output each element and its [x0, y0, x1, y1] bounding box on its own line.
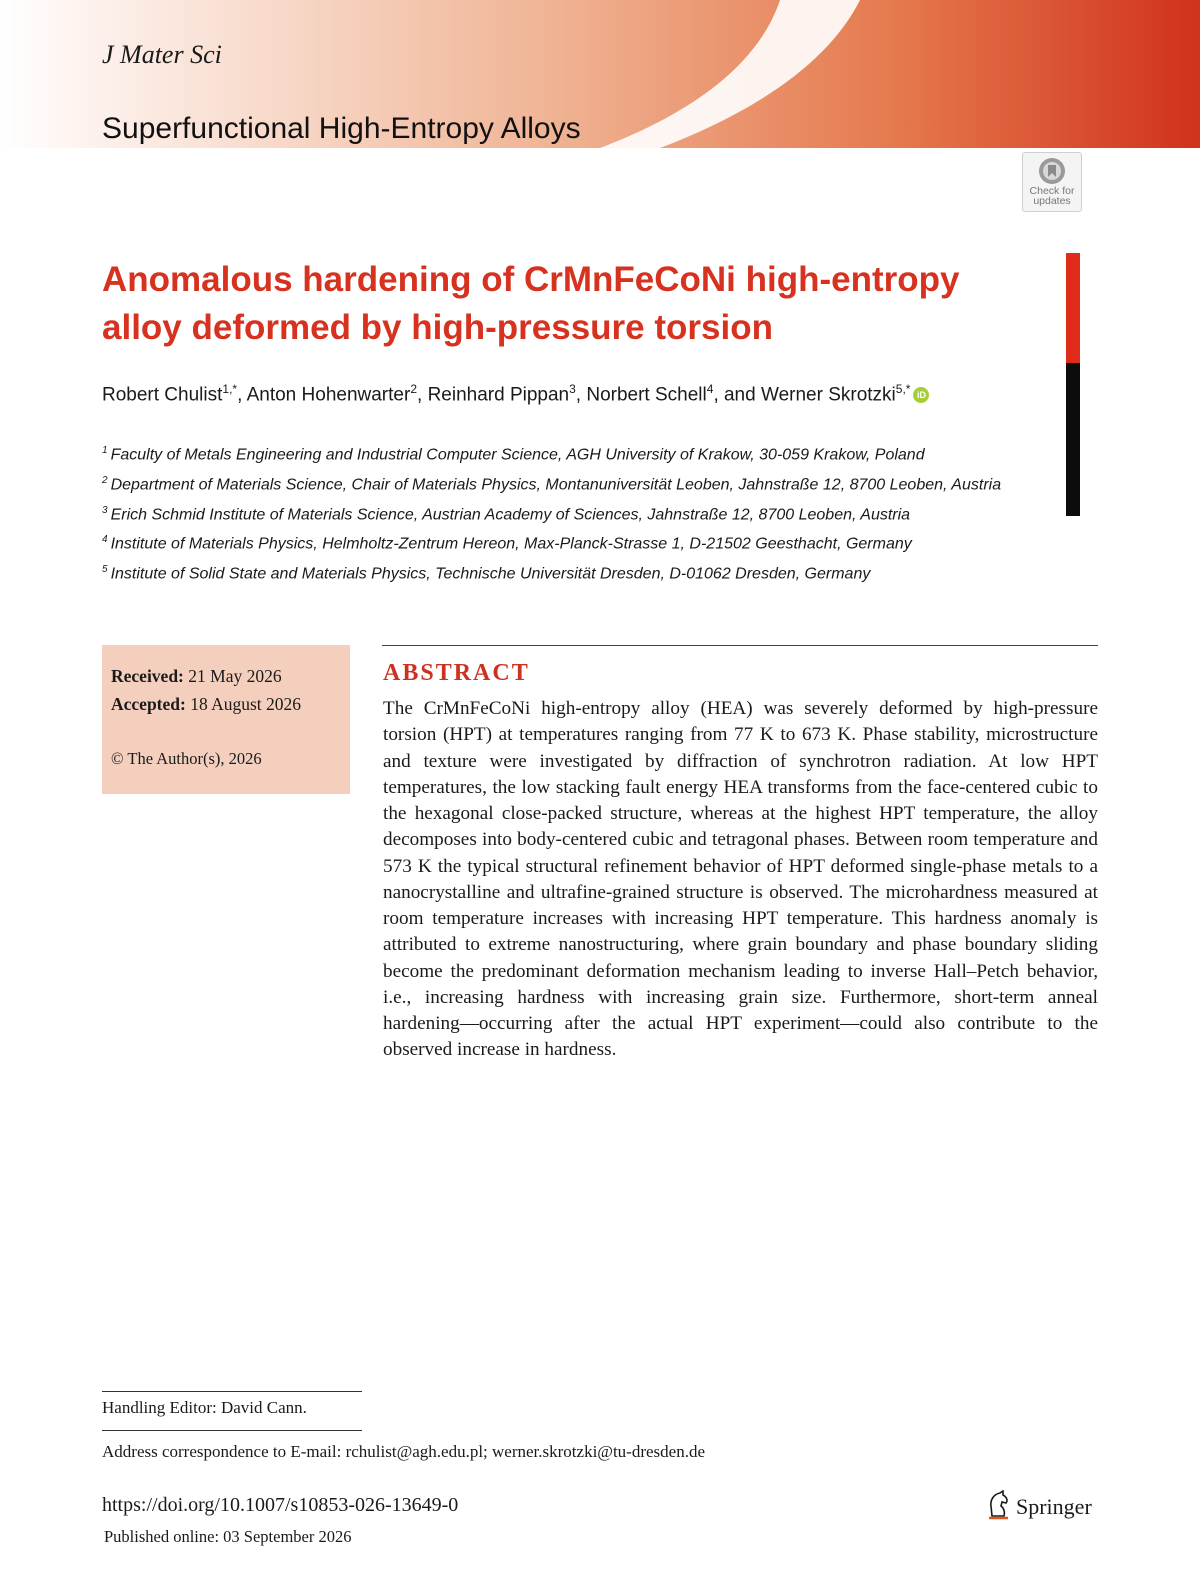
publisher-logo[interactable] [986, 1490, 1092, 1520]
received-date [111, 666, 282, 687]
affiliation-item [102, 527, 1062, 557]
author-separator: , [575, 384, 587, 406]
author-name: Reinhard Pippan [427, 384, 570, 406]
affiliation-text: Institute of Materials Physics, Helmholtz-Zentrum Hereon, Max-Planck-Strasse 1, D-21502 Geesthacht, Germany [110, 535, 912, 553]
affiliation-number: 3 [102, 504, 108, 516]
affiliation-text: Department of Materials Science, Chair of Materials Physics, Montanuniversität Leoben, Jahnstraße 12, 8700 Leoben, Austria [110, 476, 1002, 494]
affiliation-item [102, 557, 1062, 587]
affiliation-text: Erich Schmid Institute of Materials Science, Austrian Academy of Sciences, Jahnstraße 12, 8700 Leoben, Austria [110, 505, 911, 523]
affiliation-item [102, 468, 1062, 498]
author-name: Anton Hohenwarter [246, 384, 411, 406]
author-affiliation-marker: 5,* [895, 382, 911, 396]
check-updates-label-1: Check for [1029, 185, 1075, 197]
correspondence-address: Address correspondence to E-mail: rchulist@agh.edu.pl; werner.skrotzki@tu-dresden.de [102, 1442, 705, 1461]
abstract-divider [382, 645, 1098, 646]
article-dates-box [102, 645, 350, 794]
affiliation-text: Faculty of Metals Engineering and Industrial Computer Science, AGH University of Krakow, 30-059 Krakow, Poland [110, 446, 925, 464]
affiliation-item [102, 498, 1062, 528]
handling-editor: Handling Editor: David Cann. [102, 1398, 307, 1417]
received-label: Received: [111, 666, 184, 686]
footnote-divider [102, 1430, 362, 1431]
affiliation-list [102, 438, 1062, 587]
orcid-icon[interactable]: iD [913, 387, 929, 403]
affiliation-number: 4 [102, 534, 108, 546]
author-name: Robert Chulist [102, 384, 223, 406]
author-affiliation-marker: 2 [410, 382, 417, 396]
accepted-date [111, 694, 301, 715]
side-bar-red [1066, 253, 1080, 363]
abstract-text: The CrMnFeCoNi high-entropy alloy (HEA) was severely deformed by high-pressure torsion (HPT) at temperatures ranging from 77 K to 673 K. Phase stability, microstructure and texture were investigated by diffraction of synchrotron radiation. At low HPT temperatures, the low stacking fault energy HEA transforms from the face-centered cubic to the hexagonal close-packed structure, whereas at the highest HPT temperature, the alloy decomposes into body-centered cubic and tetragonal phases. Between room temperature and 573 K the typical structural refinement behavior of HPT deformed single-phase metals to a nanocrystalline and ultrafine-grained structure is observed. The microhardness measured at room temperature increases with increasing HPT temperature. This hardness anomaly is attributed to extreme nanostructuring, where grain boundary and phase boundary sliding become the predominant deformation mechanism leading to inverse Hall–Petch behavior, i.e., increasing hardness with increasing grain size. Furthermore, short-term anneal hardening—occurring after the actual HPT experiment—could also contribute to the observed increase in hardness. [383, 698, 1098, 1061]
published-online-date: Published online: 03 September 2026 [104, 1527, 352, 1546]
series-title: Superfunctional High-Entropy Alloys [102, 112, 581, 145]
doi-link[interactable]: https://doi.org/10.1007/s10853-026-13649-0 [102, 1494, 459, 1516]
author-list [102, 382, 929, 406]
journal-name: J Mater Sci [102, 40, 222, 69]
copyright-notice: © The Author(s), 2026 [111, 749, 262, 768]
side-bar-black [1066, 363, 1080, 516]
springer-horse-icon [986, 1490, 1012, 1520]
check-updates-label-2: updates [1033, 195, 1071, 207]
author-separator: , [417, 384, 428, 406]
author-separator: , [237, 384, 247, 406]
author-separator: , and [713, 384, 761, 406]
affiliation-number: 2 [102, 474, 108, 486]
author-affiliation-marker: 3 [569, 382, 576, 396]
affiliation-item [102, 438, 1062, 468]
author-affiliation-marker: 1,* [222, 382, 238, 396]
check-for-updates-badge[interactable] [1022, 152, 1082, 212]
affiliation-number: 5 [102, 564, 108, 576]
check-for-updates-icon [1038, 157, 1066, 185]
received-value: 21 May 2026 [188, 666, 282, 686]
accepted-label: Accepted: [111, 694, 186, 714]
affiliation-number: 1 [102, 445, 108, 456]
accepted-value: 18 August 2026 [190, 694, 302, 714]
author-name: Norbert Schell [586, 384, 707, 406]
affiliation-text: Institute of Solid State and Materials Physics, Technische Universität Dresden, D-01062 Dresden, Germany [110, 565, 871, 583]
author-name: Werner Skrotzki [760, 384, 896, 406]
publisher-name: Springer [1016, 1494, 1092, 1519]
author-affiliation-marker: 4 [706, 382, 714, 396]
footnote-divider [102, 1391, 362, 1392]
abstract-heading: ABSTRACT [383, 660, 530, 686]
article-title: Anomalous hardening of CrMnFeCoNi high-entropy alloy deformed by high-pressure torsion [102, 260, 960, 347]
